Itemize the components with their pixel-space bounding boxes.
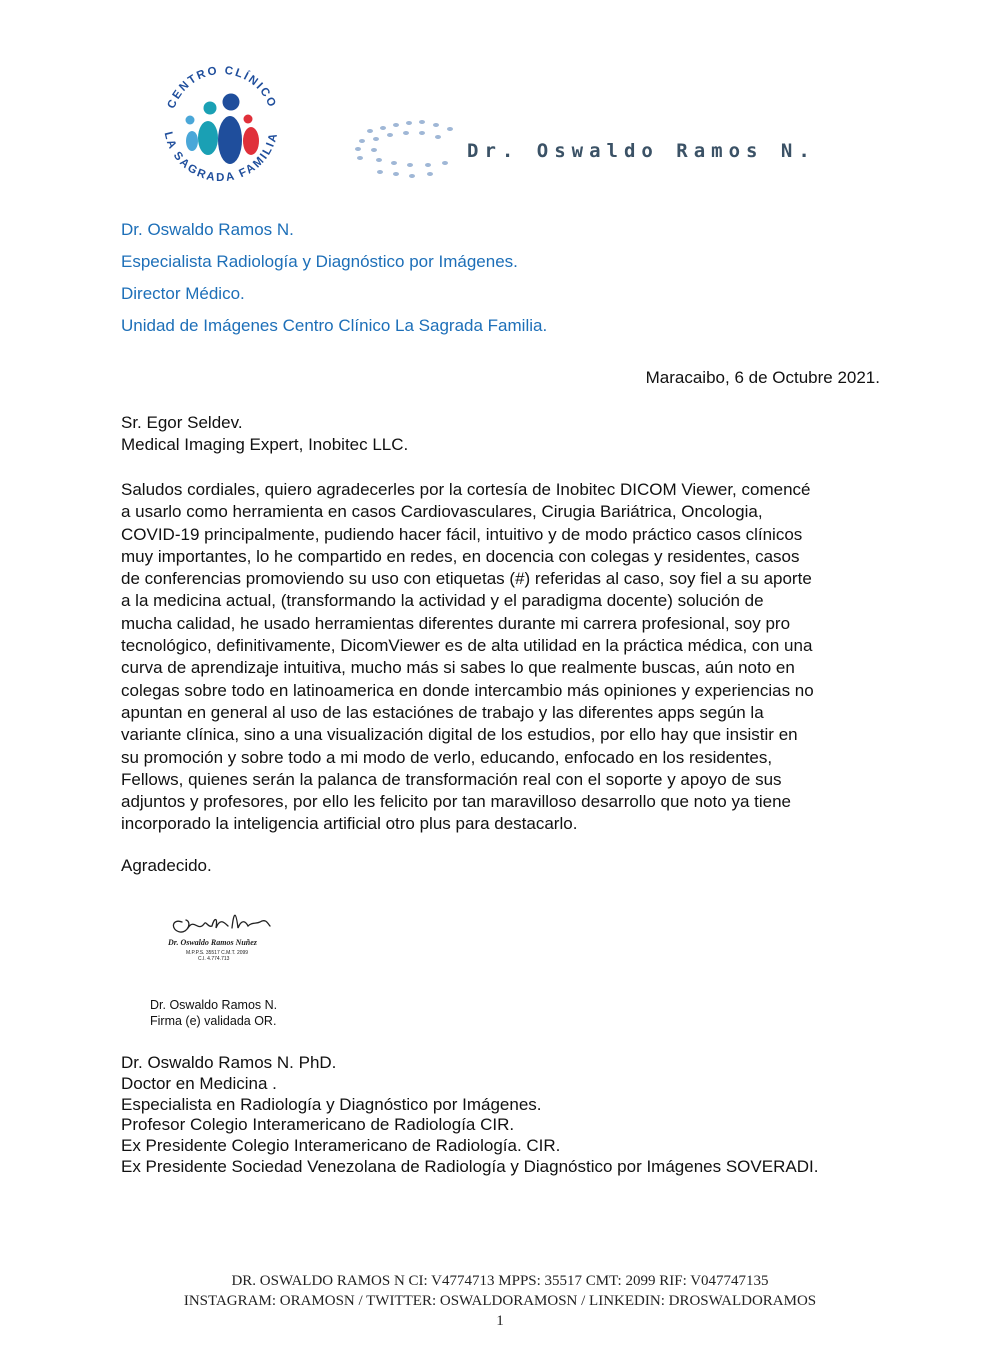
body-line: Fellows, quienes serán la palanca de transformación real con el soporte y apoyo de sus <box>121 769 782 789</box>
clinic-logo <box>130 32 310 212</box>
signer-block <box>150 997 277 1029</box>
header-line-name: Dr. Oswaldo Ramos N. <box>121 220 294 239</box>
letter-date: Maracaibo, 6 de Octubre 2021. <box>645 368 880 387</box>
signer-note: Firma (e) validada OR. <box>150 1014 277 1028</box>
body-line: Saludos cordiales, quiero agradecerles por la cortesía de Inobitec DICOM Viewer, comencé <box>121 480 811 499</box>
header-line-role: Director Médico. <box>121 284 245 303</box>
body-line: incorporado la inteligencia artificial otro plus para destacarlo. <box>121 814 578 834</box>
body-line: adjuntos y profesores, por ello les felicito por tan maravilloso desarrollo que noto ya tiene <box>121 792 791 812</box>
body-line: apuntan en general al uso de las estaciónes de trabajo y las diferentes apps según la <box>121 702 764 722</box>
signature-stamp-reg: M.P.P.S. 35517 C.M.T. 2099 <box>186 950 249 956</box>
page-number: 1 <box>496 1313 504 1329</box>
credential-line: Doctor en Medicina . <box>121 1073 277 1093</box>
body-line: colegas sobre todo en latinoamerica en donde intercambio más opiniones y experiencias no <box>121 680 814 700</box>
credential-line: Profesor Colegio Interamericano de Radiología CIR. <box>121 1115 515 1135</box>
recipient-title: Medical Imaging Expert, Inobitec LLC. <box>121 435 409 454</box>
credentials-block <box>121 1053 818 1178</box>
letterhead <box>121 218 821 346</box>
credential-line: Ex Presidente Colegio Interamericano de Radiología. CIR. <box>121 1136 561 1156</box>
body-line: a usarlo como herramienta en casos Cardiovasculares, Cirugia Bariátrica, Oncologia, <box>121 502 763 522</box>
body-line: muy importantes, lo he compartido en redes, en docencia con colegas y residentes, casos <box>121 546 800 566</box>
letter-body <box>121 479 887 836</box>
body-line: a la medicina actual, (transformando la actividad y el paradigma docente) solución de <box>121 591 764 611</box>
signature <box>150 888 280 968</box>
footer-registration: DR. OSWALDO RAMOS N CI: V4774713 MPPS: 35517 CMT: 2099 RIF: V047747135 <box>231 1273 769 1289</box>
header-line-unit: Unidad de Imágenes Centro Clínico La Sagrada Familia. <box>121 316 548 335</box>
body-line: variante clínica, sino a una visualización digital de los estudios, por ello hay que insistir en <box>121 725 798 745</box>
body-line: mucha calidad, he usado herramientas diferentes durante mi carrera profesional, soy pro <box>121 613 791 633</box>
credential-line: Dr. Oswaldo Ramos N. PhD. <box>121 1053 337 1072</box>
page-footer <box>0 1271 1000 1331</box>
svg-text:LA SAGRADA FAMILIA: LA SAGRADA FAMILIA <box>161 130 281 185</box>
doctor-logo <box>350 110 850 190</box>
closing: Agradecido. <box>121 856 212 875</box>
signature-stamp-name: Dr. Oswaldo Ramos Nuñez <box>168 938 257 947</box>
signature-stamp-ci: C.I. 4.774.713 <box>198 956 230 962</box>
svg-text:CENTRO CLÍNICO: CENTRO CLÍNICO <box>165 64 279 111</box>
body-line: COVID-19 principalmente, pudiendo hacer fácil, intuitivo y de modo práctico casos clínicos <box>121 524 803 544</box>
header-line-specialty: Especialista Radiología y Diagnóstico por Imágenes. <box>121 252 518 271</box>
recipient-name: Sr. Egor Seldev. <box>121 413 243 432</box>
credential-line: Ex Presidente Sociedad Venezolana de Radiología y Diagnóstico por Imágenes SOVERADI. <box>121 1156 819 1176</box>
doctor-logo-text: Dr. Oswaldo Ramos N. <box>467 140 816 162</box>
body-line: curva de aprendizaje intuitiva, mucho más si sabes lo que realmente buscas, aún noto en <box>121 658 795 678</box>
body-line: tecnológico, definitivamente, DicomViewer es de alta utilidad en la práctica médica, con una <box>121 636 813 656</box>
body-line: su promoción y sobre todo a mi modo de verlo, educando, enfocado en los residentes, <box>121 747 773 767</box>
footer-social: INSTAGRAM: ORAMOSN / TWITTER: OSWALDORAMOSN / LINKEDIN: DROSWALDORAMOS <box>183 1293 817 1309</box>
credential-line: Especialista en Radiología y Diagnóstico por Imágenes. <box>121 1094 542 1114</box>
recipient-block <box>121 412 408 456</box>
body-line: de conferencias promoviendo su uso con etiquetas (#) referidas al caso, soy fiel a su aporte <box>121 569 812 589</box>
signer-name: Dr. Oswaldo Ramos N. <box>150 998 278 1012</box>
